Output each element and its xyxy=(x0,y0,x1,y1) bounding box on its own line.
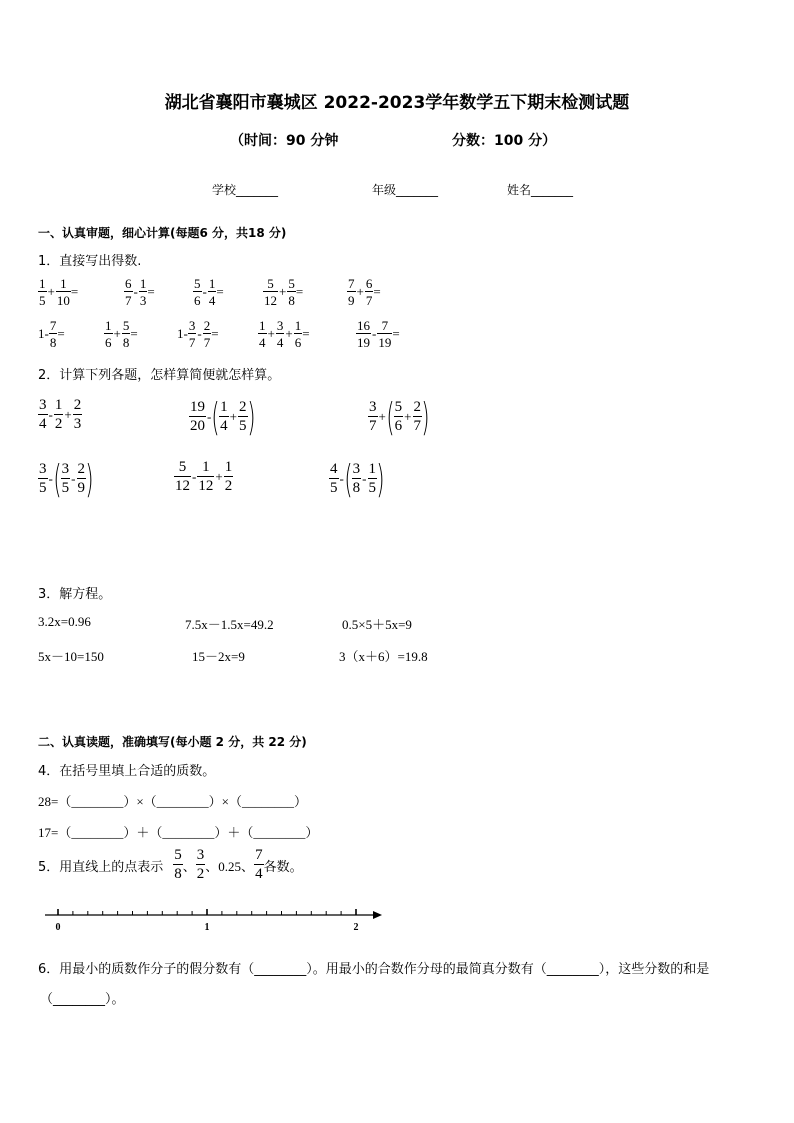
section-1-heading: 一、认真审题，细心计算(每题6 分，共18 分) xyxy=(38,226,287,240)
right-paren: ) xyxy=(246,395,256,439)
question-2-label: 2．计算下列各题，怎样算简便就怎样算。 xyxy=(38,368,281,383)
fraction: $\frac{1}{4}$ xyxy=(259,318,266,350)
tick-label-0: 0 xyxy=(55,922,61,933)
left-paren: ( xyxy=(211,395,220,439)
q1-item xyxy=(104,319,138,349)
section-2-heading: 二、认真读题，准确填写(每小题 2 分，共 22 分) xyxy=(38,735,307,749)
operator: - xyxy=(133,284,138,299)
q2-expression xyxy=(368,395,430,439)
fraction: $\frac{3}{8}$ xyxy=(352,461,361,496)
equation-4: 5x－10=150 xyxy=(38,649,104,664)
fraction: $\frac{2}{7}$ xyxy=(203,318,211,350)
q5-fraction-3: $\frac{7}{4}$ xyxy=(255,847,263,882)
operator: + xyxy=(267,326,275,341)
operator: + xyxy=(285,326,293,341)
operator: + xyxy=(378,409,386,424)
equals-sign: = xyxy=(211,326,219,341)
operator: - xyxy=(207,409,212,424)
fraction: $\frac{7}{8}$ xyxy=(49,318,57,350)
fraction: $\frac{1}{3}$ xyxy=(139,276,147,308)
question-4-line-2[interactable]: 17=（________）＋（________）＋（________） xyxy=(38,825,319,840)
q5-fraction-2: $\frac{3}{2}$ xyxy=(196,847,205,882)
equals-sign: = xyxy=(216,284,224,299)
fraction: $\frac{1}{6}$ xyxy=(105,318,112,350)
equals-sign: = xyxy=(373,284,381,299)
number-line-ticks xyxy=(58,909,356,915)
fraction: $\frac{2}{5}$ xyxy=(239,399,247,434)
equals-sign: = xyxy=(147,284,155,299)
q1-item xyxy=(124,277,155,307)
fraction: $\frac{2}{7}$ xyxy=(413,399,422,434)
operator: - xyxy=(48,407,53,422)
fraction: $\frac{1}{2}$ xyxy=(224,459,233,494)
fraction: $\frac{1}{5}$ xyxy=(39,276,46,308)
equation-1: 3.2x=0.96 xyxy=(38,614,91,629)
fraction: $\frac{1}{10}$ xyxy=(56,276,70,308)
q2-expression xyxy=(38,398,82,432)
operator: + xyxy=(215,469,223,484)
operator: + xyxy=(404,409,412,424)
fraction: $\frac{16}{19}$ xyxy=(357,318,370,350)
fraction: $\frac{6}{7}$ xyxy=(125,276,132,308)
exam-time: （时间：90 分钟 xyxy=(230,133,339,149)
equals-sign: = xyxy=(57,326,65,341)
fraction: $\frac{5}{6}$ xyxy=(194,276,201,308)
question-3-label: 3．解方程。 xyxy=(38,587,112,602)
fraction: $\frac{5}{8}$ xyxy=(122,318,130,350)
equals-sign: = xyxy=(70,284,79,299)
fraction: $\frac{5}{12}$ xyxy=(264,276,277,308)
fraction: $\frac{3}{7}$ xyxy=(188,318,196,350)
fraction: $\frac{3}{4}$ xyxy=(39,397,47,432)
number-line-arrow xyxy=(373,911,382,919)
fraction: $\frac{3}{5}$ xyxy=(61,461,70,496)
q5-prefix: 5．用直线上的点表示 xyxy=(38,859,164,875)
fraction: $\frac{1}{5}$ xyxy=(368,461,377,496)
q5-suffix: 各数。 xyxy=(263,859,303,875)
operator: + xyxy=(229,409,238,424)
equation-6: 3（x＋6）=19.8 xyxy=(339,649,428,664)
operator: + xyxy=(356,284,364,299)
exam-score: 分数：100 分） xyxy=(452,133,557,149)
fraction: $\frac{4}{5}$ xyxy=(330,461,338,496)
fraction: $\frac{1}{2}$ xyxy=(54,397,63,432)
question-5-label xyxy=(38,848,303,882)
operator: - xyxy=(71,471,76,486)
lead-term: 1- xyxy=(38,326,49,341)
operator: + xyxy=(279,284,287,299)
fraction: $\frac{5}{8}$ xyxy=(288,276,295,308)
q2-expression xyxy=(174,460,233,494)
fraction: $\frac{1}{6}$ xyxy=(294,318,302,350)
question-1-label: 1．直接写出得数. xyxy=(38,254,142,269)
fraction: $\frac{2}{9}$ xyxy=(77,461,86,496)
fraction: $\frac{1}{12}$ xyxy=(198,459,214,494)
school-field[interactable]: 学校_______ xyxy=(212,183,279,197)
q1-item xyxy=(193,277,224,307)
equation-5: 15－2x=9 xyxy=(192,649,245,664)
equation-2: 7.5x－1.5x=49.2 xyxy=(185,617,274,632)
right-paren: ) xyxy=(85,457,94,501)
right-paren: ) xyxy=(376,457,385,501)
q2-expression xyxy=(189,395,256,439)
equation-3: 0.5×5＋5x=9 xyxy=(342,617,412,632)
q1-item xyxy=(38,277,78,307)
left-paren: ( xyxy=(386,395,395,439)
fraction: $\frac{1}{4}$ xyxy=(220,399,228,434)
q1-item xyxy=(356,319,400,349)
operator: - xyxy=(339,471,344,486)
operator: + xyxy=(113,326,121,341)
operator: - xyxy=(48,471,53,486)
left-paren: ( xyxy=(53,457,62,501)
fraction: $\frac{1}{4}$ xyxy=(208,276,216,308)
fraction: $\frac{5}{12}$ xyxy=(175,459,190,494)
operator: - xyxy=(372,326,377,341)
q1-item xyxy=(177,319,219,349)
question-6-line-1[interactable]: 6．用最小的质数作分子的假分数有（________）。用最小的合数作分母的最简真分数有（________），这些分数的和是 xyxy=(38,962,710,977)
fraction: $\frac{6}{7}$ xyxy=(365,276,373,308)
operator: - xyxy=(192,469,197,484)
fraction: $\frac{2}{3}$ xyxy=(73,397,82,432)
q5-fraction-1: $\frac{5}{8}$ xyxy=(174,847,182,882)
fraction: $\frac{7}{9}$ xyxy=(348,276,355,308)
operator: + xyxy=(47,284,55,299)
q5-sep-1: 、 xyxy=(182,859,196,875)
question-4-line-1[interactable]: 28=（________）×（________）×（________） xyxy=(38,794,307,809)
left-paren: ( xyxy=(344,457,353,501)
operator: - xyxy=(202,284,207,299)
number-line[interactable] xyxy=(40,904,390,938)
q1-item xyxy=(263,277,303,307)
q1-item xyxy=(347,277,381,307)
right-paren: ) xyxy=(421,395,430,439)
fraction: $\frac{3}{5}$ xyxy=(39,461,47,496)
equals-sign: = xyxy=(295,284,304,299)
q5-mid: 、0.25、 xyxy=(205,858,255,874)
q1-item xyxy=(38,319,65,349)
operator: - xyxy=(197,326,202,341)
question-4-label: 4．在括号里填上合适的质数。 xyxy=(38,764,216,779)
page-title: 湖北省襄阳市襄城区 2022-2023学年数学五下期末检测试题 xyxy=(164,93,630,113)
fraction: $\frac{7}{19}$ xyxy=(378,318,392,350)
equals-sign: = xyxy=(392,326,400,341)
grade-field[interactable]: 年级_______ xyxy=(372,183,439,197)
tick-label-1: 1 xyxy=(204,922,210,933)
fraction: $\frac{3}{7}$ xyxy=(369,399,377,434)
q2-expression xyxy=(329,457,385,501)
q1-item xyxy=(258,319,310,349)
operator: + xyxy=(64,407,72,422)
fraction: $\frac{19}{20}$ xyxy=(190,399,205,434)
fraction: $\frac{5}{6}$ xyxy=(394,399,403,434)
q2-expression xyxy=(38,457,94,501)
fraction: $\frac{3}{4}$ xyxy=(276,318,284,350)
equals-sign: = xyxy=(302,326,310,341)
equals-sign: = xyxy=(130,326,138,341)
name-field[interactable]: 姓名_______ xyxy=(507,183,574,197)
tick-label-2: 2 xyxy=(353,922,359,933)
operator: - xyxy=(362,471,367,486)
question-6-line-2[interactable]: （________）。 xyxy=(40,992,125,1007)
lead-term: 1- xyxy=(177,326,188,341)
